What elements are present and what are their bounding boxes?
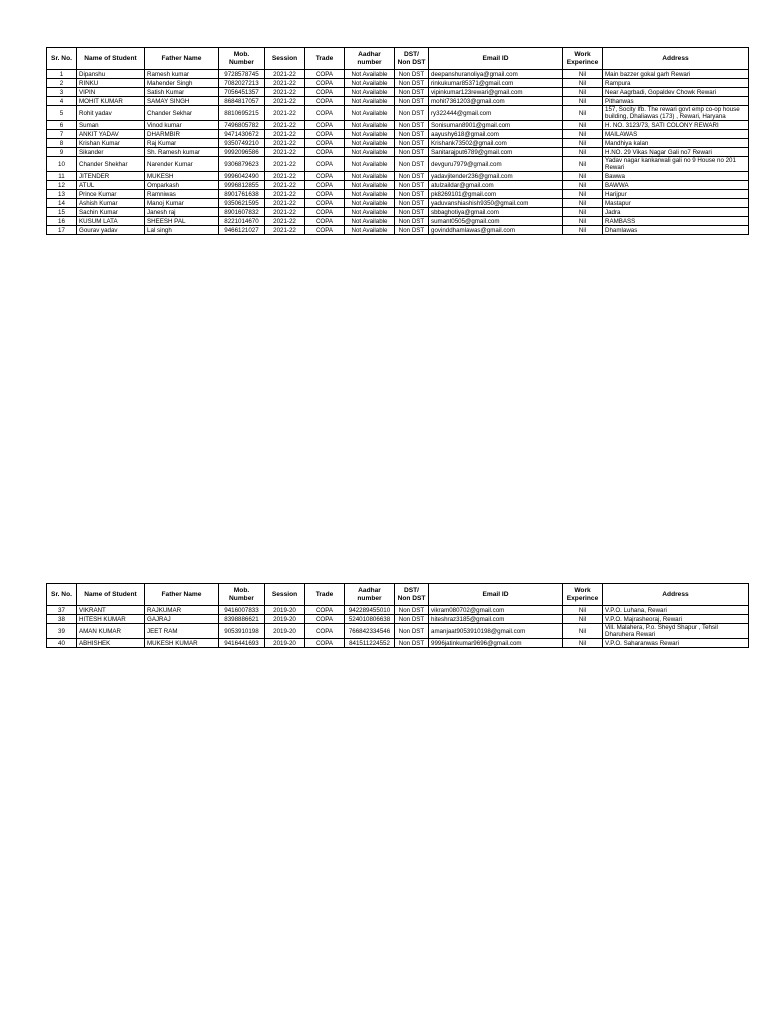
work-experience-cell: Nil bbox=[563, 97, 603, 106]
address-cell: Near Aagrbadi, Gopaldev Chowk Rewari bbox=[603, 88, 749, 97]
sr-no-cell: 13 bbox=[47, 190, 77, 199]
student-name-cell: ANKIT YADAV bbox=[77, 130, 145, 139]
father-name-cell: Satish Kumar bbox=[145, 88, 219, 97]
table-row bbox=[47, 172, 749, 181]
address-cell: Yadav nagar kankarwali gali no 9 House no 201 Rewari bbox=[603, 157, 749, 172]
table-body bbox=[47, 606, 749, 648]
work-experience-cell: Nil bbox=[563, 70, 603, 79]
dst-cell: Non DST bbox=[395, 199, 429, 208]
sr-no-cell: 8 bbox=[47, 139, 77, 148]
column-header-trade: Trade bbox=[305, 48, 345, 70]
column-header-email: Email ID bbox=[429, 48, 563, 70]
dst-cell: Non DST bbox=[395, 97, 429, 106]
column-header-sr-no: Sr. No. bbox=[47, 48, 77, 70]
table-body bbox=[47, 70, 749, 235]
aadhar-cell: 841511224552 bbox=[345, 639, 395, 648]
address-cell: Vill. Malahera, P.o. Sheyd Shapur , Tehsil Dharuhera Rewari bbox=[603, 624, 749, 639]
sr-no-cell: 1 bbox=[47, 70, 77, 79]
aadhar-cell: Not Available bbox=[345, 130, 395, 139]
student-table-1 bbox=[46, 47, 749, 235]
column-header-session: Session bbox=[265, 584, 305, 606]
table-row bbox=[47, 606, 749, 615]
session-cell: 2019-20 bbox=[265, 639, 305, 648]
sr-no-cell: 7 bbox=[47, 130, 77, 139]
dst-cell: Non DST bbox=[395, 70, 429, 79]
work-experience-cell: Nil bbox=[563, 639, 603, 648]
trade-cell: COPA bbox=[305, 148, 345, 157]
email-cell: mohit7361203@gmail.com bbox=[429, 97, 563, 106]
email-cell: amanjaat9053910198@gmail.com bbox=[429, 624, 563, 639]
dst-cell: Non DST bbox=[395, 606, 429, 615]
aadhar-cell: Not Available bbox=[345, 106, 395, 121]
session-cell: 2021-22 bbox=[265, 130, 305, 139]
mobile-cell: 9466121027 bbox=[219, 226, 265, 235]
father-name-cell: Narender Kumar bbox=[145, 157, 219, 172]
session-cell: 2019-20 bbox=[265, 624, 305, 639]
aadhar-cell: Not Available bbox=[345, 199, 395, 208]
mobile-cell: 8684817057 bbox=[219, 97, 265, 106]
trade-cell: COPA bbox=[305, 190, 345, 199]
column-header-student-name: Name of Student bbox=[77, 584, 145, 606]
session-cell: 2021-22 bbox=[265, 190, 305, 199]
dst-cell: Non DST bbox=[395, 639, 429, 648]
dst-cell: Non DST bbox=[395, 139, 429, 148]
mobile-cell: 8901607832 bbox=[219, 208, 265, 217]
trade-cell: COPA bbox=[305, 121, 345, 130]
address-cell: H.NO. 29 Vikas Nagar Gali no7 Rewari bbox=[603, 148, 749, 157]
dst-cell: Non DST bbox=[395, 79, 429, 88]
email-cell: 9996jatinkumar9696@gmail.com bbox=[429, 639, 563, 648]
dst-cell: Non DST bbox=[395, 148, 429, 157]
column-header-mobile: Mob. Number bbox=[219, 48, 265, 70]
sr-no-cell: 9 bbox=[47, 148, 77, 157]
column-header-mobile: Mob. Number bbox=[219, 584, 265, 606]
aadhar-cell: Not Available bbox=[345, 157, 395, 172]
email-cell: govinddhamlawas@gmail.com bbox=[429, 226, 563, 235]
work-experience-cell: Nil bbox=[563, 624, 603, 639]
father-name-cell: SAMAY SINGH bbox=[145, 97, 219, 106]
trade-cell: COPA bbox=[305, 624, 345, 639]
mobile-cell: 8901761638 bbox=[219, 190, 265, 199]
mobile-cell: 9053910198 bbox=[219, 624, 265, 639]
student-name-cell: Dipanshu bbox=[77, 70, 145, 79]
session-cell: 2019-20 bbox=[265, 615, 305, 624]
mobile-cell: 9471430672 bbox=[219, 130, 265, 139]
table-row bbox=[47, 157, 749, 172]
session-cell: 2021-22 bbox=[265, 70, 305, 79]
sr-no-cell: 15 bbox=[47, 208, 77, 217]
address-cell: Mastapur bbox=[603, 199, 749, 208]
student-name-cell: ABHISHEK bbox=[77, 639, 145, 648]
address-cell: V.P.O. Majrasheoraj, Rewari bbox=[603, 615, 749, 624]
dst-cell: Non DST bbox=[395, 121, 429, 130]
mobile-cell: 8810695215 bbox=[219, 106, 265, 121]
session-cell: 2021-22 bbox=[265, 97, 305, 106]
work-experience-cell: Nil bbox=[563, 208, 603, 217]
father-name-cell: JEET RAM bbox=[145, 624, 219, 639]
mobile-cell: 8221014670 bbox=[219, 217, 265, 226]
student-name-cell: MOHIT KUMAR bbox=[77, 97, 145, 106]
work-experience-cell: Nil bbox=[563, 79, 603, 88]
dst-cell: Non DST bbox=[395, 624, 429, 639]
email-cell: Sonisuman8901@gmail.com bbox=[429, 121, 563, 130]
dst-cell: Non DST bbox=[395, 130, 429, 139]
aadhar-cell: Not Available bbox=[345, 79, 395, 88]
table-row bbox=[47, 79, 749, 88]
father-name-cell: SHEESH PAL bbox=[145, 217, 219, 226]
email-cell: atulzaildar@gmail.com bbox=[429, 181, 563, 190]
trade-cell: COPA bbox=[305, 79, 345, 88]
student-name-cell: Sachin Kumar bbox=[77, 208, 145, 217]
trade-cell: COPA bbox=[305, 226, 345, 235]
aadhar-cell: Not Available bbox=[345, 70, 395, 79]
email-cell: aayushy618@gmail.com bbox=[429, 130, 563, 139]
student-name-cell: HITESH KUMAR bbox=[77, 615, 145, 624]
session-cell: 2021-22 bbox=[265, 88, 305, 97]
table-row bbox=[47, 226, 749, 235]
aadhar-cell: Not Available bbox=[345, 88, 395, 97]
table-row bbox=[47, 97, 749, 106]
mobile-cell: 8398886621 bbox=[219, 615, 265, 624]
aadhar-cell: 524010806638 bbox=[345, 615, 395, 624]
father-name-cell: Sh. Ramesh kumar bbox=[145, 148, 219, 157]
session-cell: 2019-20 bbox=[265, 606, 305, 615]
student-name-cell: Chander Shekhar bbox=[77, 157, 145, 172]
work-experience-cell: Nil bbox=[563, 181, 603, 190]
work-experience-cell: Nil bbox=[563, 615, 603, 624]
address-cell: MAILAWAS bbox=[603, 130, 749, 139]
work-experience-cell: Nil bbox=[563, 121, 603, 130]
student-name-cell: Sikander bbox=[77, 148, 145, 157]
dst-cell: Non DST bbox=[395, 208, 429, 217]
aadhar-cell: Not Available bbox=[345, 226, 395, 235]
father-name-cell: DHARMBIR bbox=[145, 130, 219, 139]
father-name-cell: RAJKUMAR bbox=[145, 606, 219, 615]
session-cell: 2021-22 bbox=[265, 199, 305, 208]
father-name-cell: Ramesh kumar bbox=[145, 70, 219, 79]
address-cell: Dhamlawas bbox=[603, 226, 749, 235]
session-cell: 2021-22 bbox=[265, 148, 305, 157]
aadhar-cell: Not Available bbox=[345, 181, 395, 190]
mobile-cell: 7496805782 bbox=[219, 121, 265, 130]
student-name-cell: AMAN KUMAR bbox=[77, 624, 145, 639]
sr-no-cell: 4 bbox=[47, 97, 77, 106]
email-cell: yadavjitender236@gmail.com bbox=[429, 172, 563, 181]
address-cell: H. NO. 3123/73, SATI COLONY REWARI bbox=[603, 121, 749, 130]
work-experience-cell: Nil bbox=[563, 217, 603, 226]
work-experience-cell: Nil bbox=[563, 148, 603, 157]
sr-no-cell: 16 bbox=[47, 217, 77, 226]
dst-cell: Non DST bbox=[395, 190, 429, 199]
father-name-cell: GAJRAJ bbox=[145, 615, 219, 624]
address-cell: Main bazzer gokal garh Rewari bbox=[603, 70, 749, 79]
trade-cell: COPA bbox=[305, 139, 345, 148]
table-row bbox=[47, 199, 749, 208]
column-header-work-experience: Work Experince bbox=[563, 48, 603, 70]
trade-cell: COPA bbox=[305, 615, 345, 624]
sr-no-cell: 14 bbox=[47, 199, 77, 208]
session-cell: 2021-22 bbox=[265, 226, 305, 235]
work-experience-cell: Nil bbox=[563, 157, 603, 172]
email-cell: sumant0505@gmail.com bbox=[429, 217, 563, 226]
table-header-row bbox=[47, 584, 749, 606]
aadhar-cell: Not Available bbox=[345, 97, 395, 106]
trade-cell: COPA bbox=[305, 130, 345, 139]
session-cell: 2021-22 bbox=[265, 139, 305, 148]
address-cell: V.P.O. Saharanwas Rewari bbox=[603, 639, 749, 648]
table-row bbox=[47, 106, 749, 121]
trade-cell: COPA bbox=[305, 639, 345, 648]
trade-cell: COPA bbox=[305, 106, 345, 121]
father-name-cell: Vinod kumar bbox=[145, 121, 219, 130]
table-row bbox=[47, 217, 749, 226]
session-cell: 2021-22 bbox=[265, 217, 305, 226]
sr-no-cell: 2 bbox=[47, 79, 77, 88]
table-row bbox=[47, 139, 749, 148]
trade-cell: COPA bbox=[305, 70, 345, 79]
sr-no-cell: 5 bbox=[47, 106, 77, 121]
email-cell: vipinkumar123rewari@gmail.com bbox=[429, 88, 563, 97]
dst-cell: Non DST bbox=[395, 226, 429, 235]
sr-no-cell: 3 bbox=[47, 88, 77, 97]
sr-no-cell: 38 bbox=[47, 615, 77, 624]
trade-cell: COPA bbox=[305, 172, 345, 181]
table-row bbox=[47, 624, 749, 639]
table-row bbox=[47, 639, 749, 648]
work-experience-cell: Nil bbox=[563, 172, 603, 181]
column-header-dst: DST/ Non DST bbox=[395, 584, 429, 606]
column-header-address: Address bbox=[603, 48, 749, 70]
email-cell: rinkukumar85371@gmail.com bbox=[429, 79, 563, 88]
column-header-aadhar: Aadhar number bbox=[345, 48, 395, 70]
mobile-cell: 9350749210 bbox=[219, 139, 265, 148]
address-cell: Rampura bbox=[603, 79, 749, 88]
table-row bbox=[47, 88, 749, 97]
work-experience-cell: Nil bbox=[563, 106, 603, 121]
email-cell: hiteshraz3185@gmail.com bbox=[429, 615, 563, 624]
email-cell: sbbaghotiya@gmail.com bbox=[429, 208, 563, 217]
table-row bbox=[47, 121, 749, 130]
student-name-cell: Suman bbox=[77, 121, 145, 130]
address-cell: Bawwa bbox=[603, 172, 749, 181]
student-name-cell: Prince Kumar bbox=[77, 190, 145, 199]
address-cell: RAMBASS bbox=[603, 217, 749, 226]
session-cell: 2021-22 bbox=[265, 172, 305, 181]
mobile-cell: 9416441693 bbox=[219, 639, 265, 648]
session-cell: 2021-22 bbox=[265, 106, 305, 121]
email-cell: deepanshuranoliya@gmail.com bbox=[429, 70, 563, 79]
table-header-row bbox=[47, 48, 749, 70]
father-name-cell: Chander Sekhar bbox=[145, 106, 219, 121]
address-cell: V.P.O. Luhana, Rewari bbox=[603, 606, 749, 615]
mobile-cell: 9996812855 bbox=[219, 181, 265, 190]
address-cell: Pithanwas bbox=[603, 97, 749, 106]
sr-no-cell: 39 bbox=[47, 624, 77, 639]
dst-cell: Non DST bbox=[395, 181, 429, 190]
student-name-cell: Krishan Kumar bbox=[77, 139, 145, 148]
student-name-cell: ATUL bbox=[77, 181, 145, 190]
work-experience-cell: Nil bbox=[563, 139, 603, 148]
email-cell: Krishank73502@gmail.com bbox=[429, 139, 563, 148]
sr-no-cell: 17 bbox=[47, 226, 77, 235]
email-cell: vikram080702@gmail.com bbox=[429, 606, 563, 615]
trade-cell: COPA bbox=[305, 217, 345, 226]
aadhar-cell: Not Available bbox=[345, 190, 395, 199]
aadhar-cell: Not Available bbox=[345, 148, 395, 157]
work-experience-cell: Nil bbox=[563, 199, 603, 208]
table-row bbox=[47, 615, 749, 624]
dst-cell: Non DST bbox=[395, 106, 429, 121]
aadhar-cell: Not Available bbox=[345, 172, 395, 181]
sr-no-cell: 11 bbox=[47, 172, 77, 181]
session-cell: 2021-22 bbox=[265, 79, 305, 88]
aadhar-cell: Not Available bbox=[345, 139, 395, 148]
father-name-cell: Manoj Kumar bbox=[145, 199, 219, 208]
trade-cell: COPA bbox=[305, 157, 345, 172]
column-header-session: Session bbox=[265, 48, 305, 70]
session-cell: 2021-22 bbox=[265, 121, 305, 130]
student-name-cell: Rohit yadav bbox=[77, 106, 145, 121]
aadhar-cell: Not Available bbox=[345, 208, 395, 217]
table-row bbox=[47, 70, 749, 79]
table-row bbox=[47, 148, 749, 157]
email-cell: ry322444@gmail.com bbox=[429, 106, 563, 121]
session-cell: 2021-22 bbox=[265, 157, 305, 172]
column-header-aadhar: Aadhar number bbox=[345, 584, 395, 606]
work-experience-cell: Nil bbox=[563, 130, 603, 139]
trade-cell: COPA bbox=[305, 208, 345, 217]
sr-no-cell: 12 bbox=[47, 181, 77, 190]
work-experience-cell: Nil bbox=[563, 190, 603, 199]
sr-no-cell: 40 bbox=[47, 639, 77, 648]
column-header-trade: Trade bbox=[305, 584, 345, 606]
column-header-email: Email ID bbox=[429, 584, 563, 606]
aadhar-cell: 942289455010 bbox=[345, 606, 395, 615]
father-name-cell: Lal singh bbox=[145, 226, 219, 235]
address-cell: Harijpur bbox=[603, 190, 749, 199]
father-name-cell: Raj Kumar bbox=[145, 139, 219, 148]
column-header-father-name: Father Name bbox=[145, 584, 219, 606]
dst-cell: Non DST bbox=[395, 615, 429, 624]
trade-cell: COPA bbox=[305, 88, 345, 97]
column-header-sr-no: Sr. No. bbox=[47, 584, 77, 606]
trade-cell: COPA bbox=[305, 606, 345, 615]
sr-no-cell: 6 bbox=[47, 121, 77, 130]
work-experience-cell: Nil bbox=[563, 606, 603, 615]
address-cell: BAWWA bbox=[603, 181, 749, 190]
mobile-cell: 9416007833 bbox=[219, 606, 265, 615]
column-header-student-name: Name of Student bbox=[77, 48, 145, 70]
aadhar-cell: Not Available bbox=[345, 121, 395, 130]
session-cell: 2021-22 bbox=[265, 181, 305, 190]
email-cell: pk8269101@gmail.com bbox=[429, 190, 563, 199]
dst-cell: Non DST bbox=[395, 157, 429, 172]
column-header-father-name: Father Name bbox=[145, 48, 219, 70]
sr-no-cell: 10 bbox=[47, 157, 77, 172]
address-cell: Mandhiya kalan bbox=[603, 139, 749, 148]
mobile-cell: 7056451357 bbox=[219, 88, 265, 97]
mobile-cell: 9996042490 bbox=[219, 172, 265, 181]
father-name-cell: MUKESH bbox=[145, 172, 219, 181]
trade-cell: COPA bbox=[305, 181, 345, 190]
work-experience-cell: Nil bbox=[563, 226, 603, 235]
student-name-cell: Gourav yadav bbox=[77, 226, 145, 235]
father-name-cell: Omparkash bbox=[145, 181, 219, 190]
address-cell: 157, Socity Ifb. The rewari govt emp co-op house building, Dhaliawas (173) , Rewari, Haryana bbox=[603, 106, 749, 121]
trade-cell: COPA bbox=[305, 97, 345, 106]
mobile-cell: 7082027213 bbox=[219, 79, 265, 88]
column-header-dst: DST/ Non DST bbox=[395, 48, 429, 70]
mobile-cell: 9350621595 bbox=[219, 199, 265, 208]
address-cell: Jadra bbox=[603, 208, 749, 217]
aadhar-cell: Not Available bbox=[345, 217, 395, 226]
student-table-2 bbox=[46, 583, 749, 648]
mobile-cell: 9306879623 bbox=[219, 157, 265, 172]
father-name-cell: Ramniwas bbox=[145, 190, 219, 199]
column-header-work-experience: Work Experince bbox=[563, 584, 603, 606]
table-row bbox=[47, 190, 749, 199]
dst-cell: Non DST bbox=[395, 217, 429, 226]
student-name-cell: VIPIN bbox=[77, 88, 145, 97]
table-row bbox=[47, 130, 749, 139]
father-name-cell: Janesh raj bbox=[145, 208, 219, 217]
student-name-cell: RINKU bbox=[77, 79, 145, 88]
session-cell: 2021-22 bbox=[265, 208, 305, 217]
column-header-address: Address bbox=[603, 584, 749, 606]
aadhar-cell: 766842334546 bbox=[345, 624, 395, 639]
student-name-cell: KUSUM LATA bbox=[77, 217, 145, 226]
student-name-cell: Ashish Kumar bbox=[77, 199, 145, 208]
work-experience-cell: Nil bbox=[563, 88, 603, 97]
father-name-cell: Mahender Singh bbox=[145, 79, 219, 88]
table-row bbox=[47, 208, 749, 217]
dst-cell: Non DST bbox=[395, 172, 429, 181]
email-cell: devguru7979@gmail.com bbox=[429, 157, 563, 172]
father-name-cell: MUKESH KUMAR bbox=[145, 639, 219, 648]
trade-cell: COPA bbox=[305, 199, 345, 208]
dst-cell: Non DST bbox=[395, 88, 429, 97]
student-name-cell: VIKRANT bbox=[77, 606, 145, 615]
email-cell: Sanitarajput6789@gmail.com bbox=[429, 148, 563, 157]
mobile-cell: 9992096586 bbox=[219, 148, 265, 157]
table-row bbox=[47, 181, 749, 190]
mobile-cell: 9728578745 bbox=[219, 70, 265, 79]
email-cell: yaduvanshiashish9350@gmail.com bbox=[429, 199, 563, 208]
sr-no-cell: 37 bbox=[47, 606, 77, 615]
student-name-cell: JITENDER bbox=[77, 172, 145, 181]
